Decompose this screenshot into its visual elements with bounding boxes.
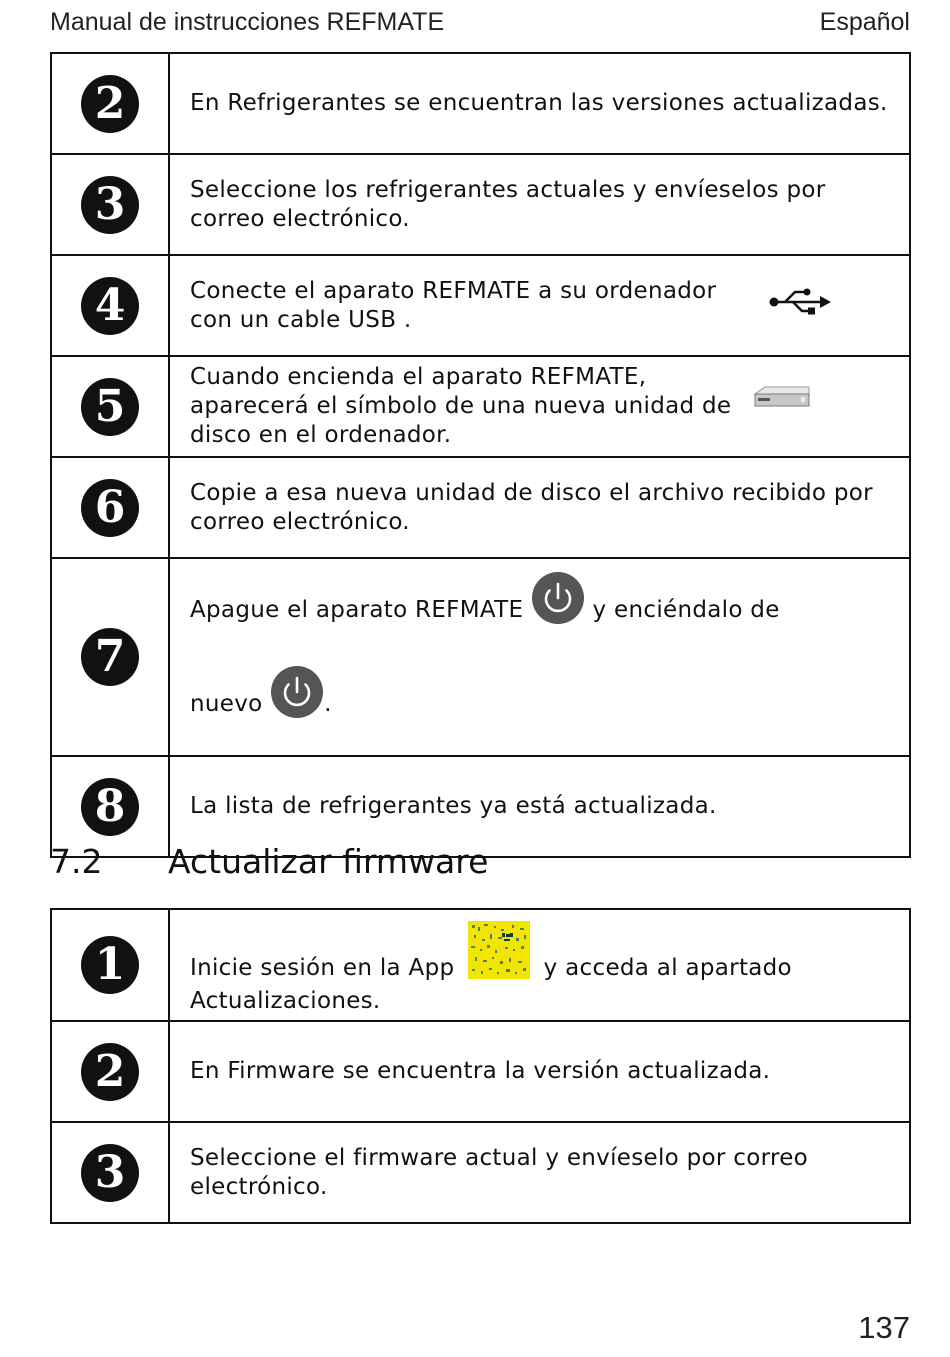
step-row [51, 909, 910, 1021]
step-row [51, 1122, 910, 1223]
step-row [51, 356, 910, 457]
power-button-icon [531, 571, 585, 661]
step-text: . [324, 691, 332, 717]
step-text: y enciéndalo de [592, 597, 780, 623]
usb-icon [769, 287, 833, 325]
step-text: Inicie sesión en la App [190, 954, 455, 981]
steps-table-refrigerants [50, 52, 911, 858]
step-text: Apague el aparato REFMATE [190, 597, 524, 623]
section-number: 7.2 [50, 842, 103, 881]
step-number-badge: 3 [81, 176, 139, 234]
step-text: Seleccione el firmware actual y envíeselo por correo electrónico. [190, 1144, 809, 1200]
step-text: nuevo [190, 691, 263, 717]
step-text: y acceda al apartado [543, 954, 792, 981]
step-number-badge: 2 [81, 1043, 139, 1101]
step-number-badge: 3 [81, 1144, 139, 1202]
step-number-badge: 1 [81, 936, 139, 994]
page-number: 137 [858, 1310, 910, 1345]
step-number-badge: 8 [81, 778, 139, 836]
app-qr-icon [468, 921, 530, 987]
step-number-badge: 7 [81, 628, 139, 686]
step-text: En Firmware se encuentra la versión actualizada. [190, 1058, 771, 1084]
disk-drive-icon [753, 385, 811, 419]
steps-table-firmware [50, 908, 911, 1224]
step-text: La lista de refrigerantes ya está actualizada. [190, 793, 717, 819]
step-number-badge: 6 [81, 479, 139, 537]
header-language: Español [819, 8, 910, 36]
step-row [51, 53, 910, 154]
step-number-badge: 2 [81, 75, 139, 133]
step-number-badge: 5 [81, 378, 139, 436]
step-number-badge: 4 [81, 277, 139, 335]
step-row [51, 1021, 910, 1122]
step-row [51, 558, 910, 756]
step-row [51, 154, 910, 255]
step-text: Copie a esa nueva unidad de disco el archivo recibido por correo electrónico. [190, 479, 873, 535]
section-title: Actualizar firmware [168, 842, 489, 881]
header-title: Manual de instrucciones REFMATE [50, 8, 445, 36]
step-text: Conecte el aparato REFMATE a su ordenador con un cable USB . [190, 277, 717, 333]
step-row [51, 255, 910, 356]
power-button-icon [270, 665, 324, 755]
step-text: Cuando encienda el aparato REFMATE, aparecerá el símbolo de una nueva unidad de disco en el ordenador. [190, 364, 732, 448]
step-text: Actualizaciones. [190, 987, 381, 1014]
step-text: En Refrigerantes se encuentran las versiones actualizadas. [190, 90, 888, 116]
step-text: Seleccione los refrigerantes actuales y envíeselos por correo electrónico. [190, 176, 826, 232]
step-row [51, 457, 910, 558]
